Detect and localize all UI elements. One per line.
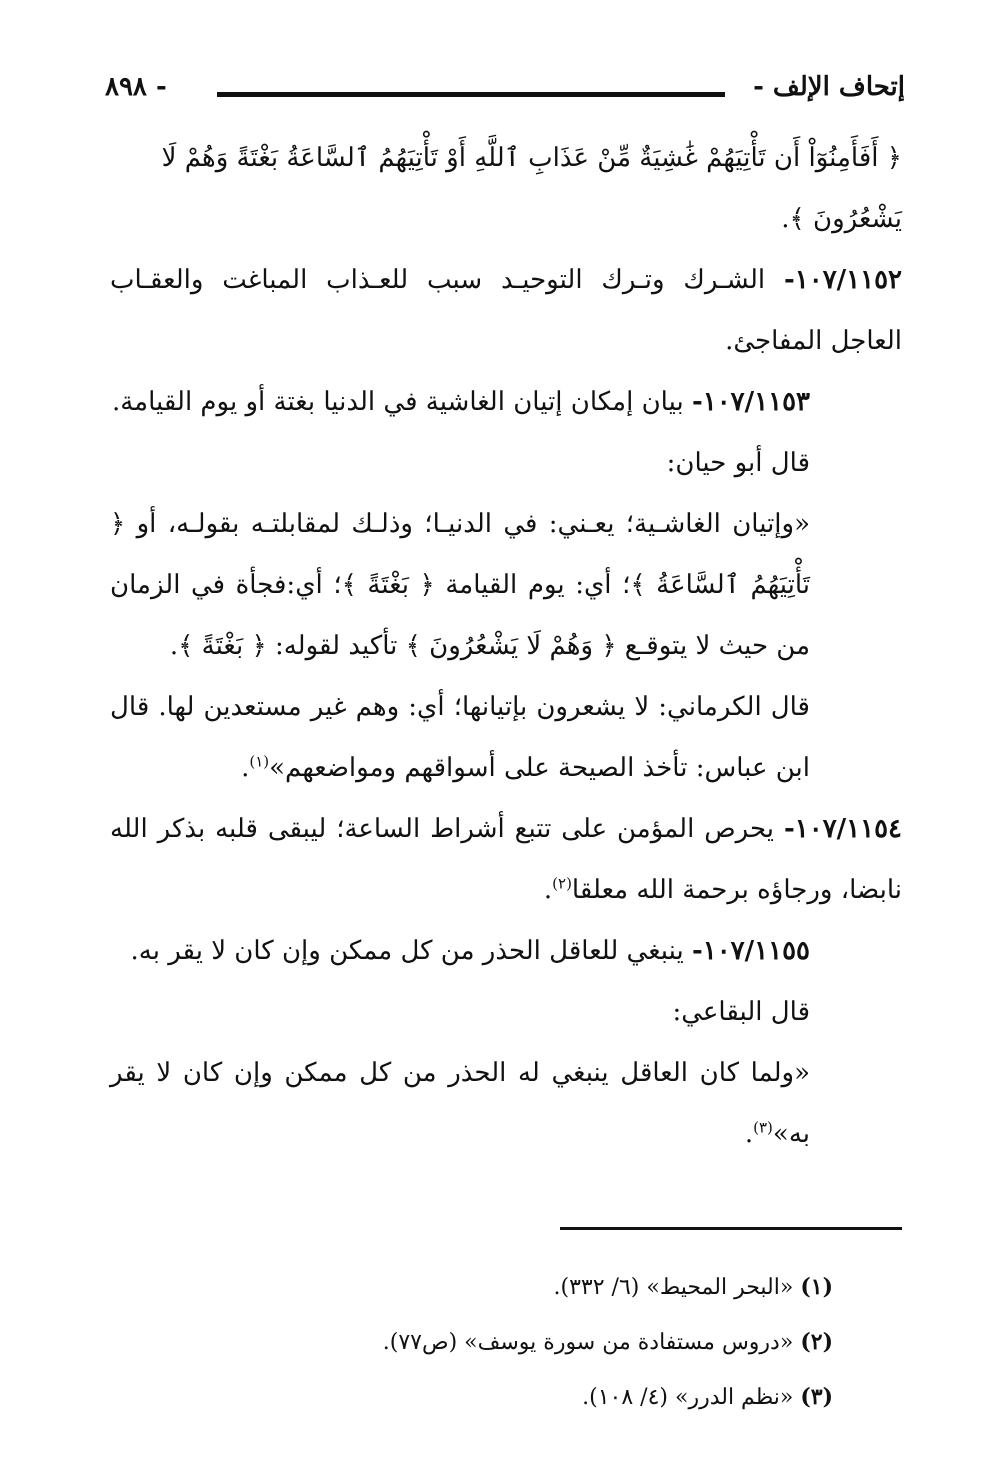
running-title: إتحاف الإلف - [753, 72, 905, 102]
footnote-text: «البحر المحيط» (٦/ ٣٣٢). [553, 1275, 794, 1300]
footnote-separator [560, 1227, 902, 1230]
point-1155 [110, 921, 902, 982]
header-rule [217, 92, 725, 97]
footnote [101, 1315, 893, 1370]
footnote-ref[interactable]: (١) [249, 752, 270, 771]
footnote-ref[interactable]: (٢) [552, 874, 572, 893]
point-text: بيان إمكان إتيان الغاشية في الدنيا بغتة أو يوم القيامة. [111, 387, 684, 417]
point-1152 [110, 250, 902, 372]
footnote [101, 1260, 893, 1315]
point-number: ١٠٧/١١٥٣- [691, 387, 810, 417]
footnote-text: «نظم الدرر» (٤/ ١٠٨). [582, 1385, 794, 1410]
point-1154: ١٠٧/١١٥٤- يحرص المؤمن على تتبع أشراط الساعة؛ ليبقى قلبه بذكر الله نابضا، ورجاؤه برحمة الله معلقا$^{(٢)}$. [110, 814, 903, 905]
verse-line: ﴿ أَفَأَمِنُوٓاْ أَن تَأْتِيَهُمْ غَٰشِيَةٌ مِّنْ عَذَابِ ٱللَّهِ أَوْ تَأْتِيَهُمُ ٱلسَّاعَةُ بَغْتَةً وَهُمْ لَا [161, 143, 902, 173]
point-text: يحرص المؤمن على تتبع أشراط الساعة؛ ليبقى قلبه بذكر الله نابضا، ورجاؤه برحمة الله معلقا [110, 814, 902, 905]
citation-label: قال أبو حيان: [666, 448, 810, 478]
verse-line-end: يَشْعُرُونَ ﴾. [781, 204, 902, 234]
page-header [105, 72, 905, 112]
page-number: - ٨٩٨ [105, 72, 167, 102]
footnote [101, 1370, 893, 1425]
footnotes [101, 1260, 893, 1425]
footnote-text: «دروس مستفادة من سورة يوسف» (ص٧٧). [382, 1330, 794, 1355]
point-text: الشـرك وتـرك التوحيـد سبب للعـذاب المباغت والعقـاب العاجل المفاجئ. [110, 265, 902, 356]
point-1153 [110, 372, 902, 433]
point-number: ١٠٧/١١٥٤- [783, 814, 903, 844]
footnote-number: (١) [800, 1274, 833, 1300]
point-text: ينبغي للعاقل الحذر من كل ممكن وإن كان لا يقر به. [130, 936, 684, 966]
citation-label: قال البقاعي: [672, 997, 810, 1027]
point-number: ١٠٧/١١٥٥- [691, 936, 810, 966]
footnote-number: (٢) [800, 1329, 833, 1355]
citation-paragraph: قال الكرماني: لا يشعرون بإتيانها؛ أي: وهم غير مستعدين لها. قال ابن عباس: تأخذ الصيحة على أسواقهم ومواضعهم»$^{(١)}$. [110, 692, 810, 783]
footnote-ref[interactable]: (٣) [753, 1118, 773, 1137]
main-text [110, 128, 902, 1165]
citation-quote: «ولما كان العاقل ينبغي له الحذر من كل ممكن وإن كان لا يقر به»$^{(٣)}$. [110, 1058, 810, 1149]
point-number: ١٠٧/١١٥٢- [783, 265, 903, 295]
citation-quote: «وإتيان الغاشـية؛ يعـني: في الدنيـا؛ وذلـك لمقابلتـه بقولـه، أو ﴿ تَأْتِيَهُمُ ٱلسَّاعَةُ ﴾؛ أي: يوم القيامة ﴿ بَغْتَةً ﴾؛ أي:فجأة في الزمان من حيث لا يتوقـع ﴿ وَهُمْ لَا يَشْعُرُونَ ﴾ تأكيد لقوله: ﴿ بَغْتَةً ﴾. [110, 509, 810, 661]
footnote-number: (٣) [800, 1384, 833, 1410]
